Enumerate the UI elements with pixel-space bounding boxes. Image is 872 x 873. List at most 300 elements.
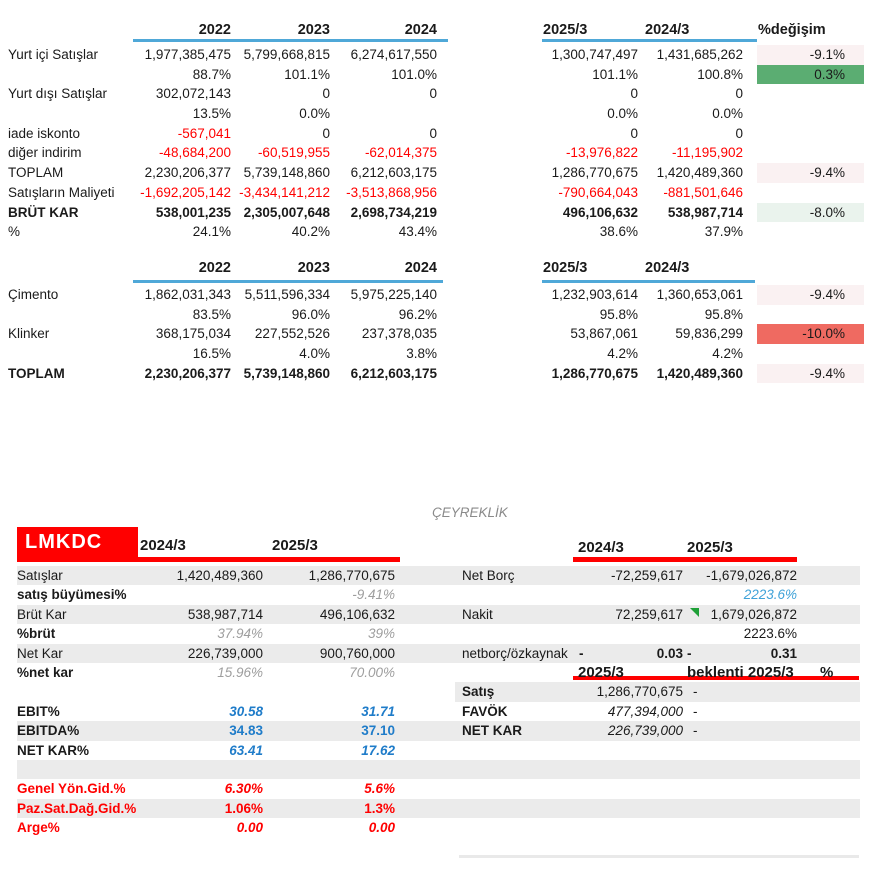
value-cell: 59,836,299 bbox=[675, 326, 743, 342]
value-cell bbox=[140, 682, 263, 701]
row-label: NET KAR% bbox=[17, 742, 90, 758]
value-cell: 37.10 bbox=[361, 723, 395, 739]
value-cell: 1,977,385,475 bbox=[144, 47, 231, 62]
bottom-right-header-2024-3: 2024/3 bbox=[578, 539, 624, 556]
value-cell: 0 bbox=[322, 86, 330, 102]
column-header bbox=[8, 21, 133, 45]
value-cell: 5,511,596,334 bbox=[244, 287, 330, 302]
value-cell: 100.8% bbox=[697, 66, 743, 82]
value-cell: 2,305,007,648 bbox=[243, 204, 330, 220]
row-label: Nakit bbox=[462, 606, 493, 622]
value-cell: 2,698,734,219 bbox=[350, 204, 437, 220]
value-cell: - bbox=[693, 684, 698, 700]
spacer bbox=[448, 305, 542, 325]
value-cell: 95.8% bbox=[599, 306, 638, 322]
spacer bbox=[395, 682, 455, 701]
value-cell: 5,739,148,860 bbox=[243, 165, 330, 181]
spacer bbox=[797, 818, 860, 837]
table-row bbox=[455, 663, 860, 682]
value-cell bbox=[683, 741, 797, 760]
table-row bbox=[8, 222, 864, 242]
table-row bbox=[8, 183, 864, 203]
value-cell: 70.00% bbox=[349, 664, 395, 680]
table-row bbox=[8, 45, 864, 65]
value-cell: 1,286,770,675 bbox=[551, 165, 638, 181]
header-underline-blue-left-1 bbox=[133, 39, 448, 42]
value-cell: -1,692,205,142 bbox=[140, 184, 231, 200]
spacer bbox=[797, 644, 860, 663]
value-cell: -62,014,375 bbox=[364, 145, 437, 161]
value-cell: -60,519,955 bbox=[257, 145, 330, 161]
row-label: Yurt içi Satışlar bbox=[8, 47, 99, 62]
value-cell: - bbox=[693, 703, 698, 719]
value-cell: 0 bbox=[429, 125, 437, 141]
value-cell: 6.30% bbox=[224, 781, 263, 797]
value-cell: 496,106,632 bbox=[319, 606, 395, 622]
table-row bbox=[17, 721, 455, 740]
value-cell: 2223.6% bbox=[743, 587, 797, 603]
table-row bbox=[455, 779, 860, 798]
table-row bbox=[455, 760, 860, 779]
value-cell bbox=[575, 741, 683, 760]
value-cell: 95.8% bbox=[704, 306, 743, 322]
cell-value: 0.03 bbox=[656, 645, 683, 661]
row-label: %brüt bbox=[17, 626, 56, 642]
change-cell: -9.4% bbox=[757, 285, 864, 305]
value-cell: 538,987,714 bbox=[667, 204, 743, 220]
row-label: Satışlar bbox=[17, 568, 63, 583]
table-row bbox=[8, 163, 864, 183]
value-cell: 0 bbox=[735, 86, 743, 102]
value-cell: -48,684,200 bbox=[158, 145, 231, 161]
spacer bbox=[797, 702, 860, 721]
spacer bbox=[448, 104, 542, 124]
spacer bbox=[448, 45, 542, 65]
table-row bbox=[455, 818, 860, 837]
spacer bbox=[395, 721, 455, 740]
row-label: satış büyümesi% bbox=[17, 587, 127, 603]
ticker-badge bbox=[17, 527, 138, 558]
header-underline-blue-left-2 bbox=[133, 280, 443, 283]
value-cell: - bbox=[693, 723, 698, 739]
row-label bbox=[455, 818, 575, 837]
row-label: Genel Yön.Gid.% bbox=[17, 781, 126, 797]
value-cell: 101.1% bbox=[284, 66, 330, 82]
column-header: 2022 bbox=[198, 260, 231, 276]
value-cell bbox=[263, 760, 395, 779]
value-cell bbox=[683, 779, 797, 798]
value-cell: -881,501,646 bbox=[663, 184, 743, 200]
spacer bbox=[797, 605, 860, 624]
table-row bbox=[17, 663, 455, 682]
value-cell: 1,420,489,360 bbox=[656, 365, 743, 381]
value-cell bbox=[683, 644, 797, 663]
row-label bbox=[8, 344, 133, 364]
row-label bbox=[455, 624, 575, 643]
column-header: %değişim bbox=[758, 22, 826, 38]
row-label bbox=[455, 760, 575, 779]
value-cell: 1,232,903,614 bbox=[551, 287, 638, 302]
table-row bbox=[8, 65, 864, 85]
value-cell: 17.62 bbox=[361, 742, 395, 758]
value-cell: 1,286,770,675 bbox=[596, 684, 683, 700]
row-label: Satışların Maliyeti bbox=[8, 184, 115, 200]
row-label bbox=[455, 585, 575, 604]
table-row bbox=[455, 644, 860, 663]
row-label bbox=[17, 760, 140, 779]
row-label bbox=[455, 741, 575, 760]
value-cell: 5,975,225,140 bbox=[350, 287, 437, 302]
spacer bbox=[797, 585, 860, 604]
value-cell: 0 bbox=[630, 125, 638, 141]
change-cell bbox=[757, 104, 864, 124]
change-cell: -9.1% bbox=[757, 45, 864, 65]
value-cell: 37.9% bbox=[704, 224, 743, 240]
value-cell: 4.0% bbox=[299, 346, 330, 362]
table-row bbox=[17, 644, 455, 663]
change-cell bbox=[757, 305, 864, 325]
change-cell bbox=[757, 84, 864, 104]
value-cell: -3,434,141,212 bbox=[239, 184, 330, 200]
spacer bbox=[395, 779, 455, 798]
value-cell bbox=[140, 760, 263, 779]
value-cell: 6,212,603,175 bbox=[350, 365, 437, 381]
value-cell bbox=[263, 682, 395, 701]
bottom-left-header-2025-3: 2025/3 bbox=[272, 537, 318, 554]
table-row bbox=[8, 84, 864, 104]
table-row bbox=[17, 566, 455, 585]
value-cell: 3.8% bbox=[406, 346, 437, 362]
bottom-right-header-2025-3: 2025/3 bbox=[687, 539, 733, 556]
value-cell: 16.5% bbox=[192, 346, 231, 362]
bottom-left-header-2024-3: 2024/3 bbox=[140, 537, 186, 554]
table-row bbox=[17, 741, 455, 760]
value-cell: -1,679,026,872 bbox=[706, 568, 797, 583]
value-cell: 6,274,617,550 bbox=[350, 47, 437, 62]
spacer bbox=[797, 682, 860, 701]
row-label bbox=[8, 305, 133, 325]
spacer bbox=[395, 799, 455, 818]
value-cell: 101.0% bbox=[391, 66, 437, 82]
change-cell: -10.0% bbox=[757, 324, 864, 344]
row-label: BRÜT KAR bbox=[8, 204, 79, 220]
spacer bbox=[395, 585, 455, 604]
change-cell bbox=[757, 344, 864, 364]
value-cell: 227,552,526 bbox=[254, 326, 330, 342]
column-header: 2025/3 bbox=[578, 663, 624, 681]
ticker-label: LMKDC bbox=[25, 531, 103, 553]
column-header: beklenti 2025/3 bbox=[687, 663, 794, 681]
value-cell bbox=[575, 624, 683, 643]
value-cell: 226,739,000 bbox=[607, 723, 683, 739]
value-cell bbox=[575, 779, 683, 798]
change-cell bbox=[757, 222, 864, 242]
spacer bbox=[448, 143, 542, 163]
row-label: %net kar bbox=[17, 664, 74, 680]
spacer bbox=[395, 624, 455, 643]
value-cell: 1,862,031,343 bbox=[144, 287, 231, 302]
value-cell: -790,664,043 bbox=[558, 184, 638, 200]
spacer bbox=[448, 285, 542, 305]
accounting-minus: - bbox=[687, 645, 692, 661]
value-cell: 83.5% bbox=[192, 306, 231, 322]
change-cell bbox=[757, 183, 864, 203]
table-row bbox=[8, 143, 864, 163]
value-cell: 31.71 bbox=[361, 703, 395, 719]
value-cell: 24.1% bbox=[192, 224, 231, 240]
spacer bbox=[448, 364, 542, 384]
table-row bbox=[8, 285, 864, 305]
spacer bbox=[395, 605, 455, 624]
value-cell bbox=[683, 818, 797, 837]
value-cell: 2223.6% bbox=[743, 626, 797, 642]
table-row bbox=[17, 799, 455, 818]
value-cell: -13,976,822 bbox=[565, 145, 638, 161]
table-row bbox=[455, 702, 860, 721]
row-label: TOPLAM bbox=[8, 165, 64, 181]
change-cell bbox=[757, 124, 864, 144]
value-cell: 237,378,035 bbox=[361, 326, 437, 342]
value-cell: 1,286,770,675 bbox=[551, 365, 638, 381]
header-underline-blue-right-2 bbox=[542, 280, 755, 283]
spacer bbox=[395, 566, 455, 585]
spacer bbox=[797, 779, 860, 798]
column-header: 2023 bbox=[297, 260, 330, 276]
value-cell: 0 bbox=[322, 125, 330, 141]
row-label: % bbox=[8, 224, 21, 240]
table-row bbox=[455, 721, 860, 740]
spacer bbox=[395, 702, 455, 721]
value-cell: 53,867,061 bbox=[570, 326, 638, 342]
value-cell: -72,259,617 bbox=[610, 568, 683, 583]
table-row bbox=[8, 364, 864, 384]
value-cell bbox=[140, 585, 263, 604]
spacer bbox=[448, 84, 542, 104]
value-cell: 1,679,026,872 bbox=[710, 606, 797, 622]
spacer bbox=[448, 203, 542, 223]
value-cell: 477,394,000 bbox=[607, 703, 683, 719]
spacer bbox=[797, 741, 860, 760]
table-row bbox=[17, 779, 455, 798]
row-label: TOPLAM bbox=[8, 365, 65, 381]
value-cell: 15.96% bbox=[217, 664, 263, 680]
value-cell: 13.5% bbox=[192, 106, 231, 122]
value-cell: 0 bbox=[735, 125, 743, 141]
column-header: 2025/3 bbox=[543, 260, 588, 276]
comment-flag-icon bbox=[690, 608, 699, 617]
value-cell: -567,041 bbox=[177, 125, 231, 141]
value-cell bbox=[575, 644, 683, 663]
value-cell: 900,760,000 bbox=[319, 645, 395, 661]
value-cell: 6,212,603,175 bbox=[350, 165, 437, 181]
value-cell: 1,420,489,360 bbox=[176, 568, 263, 583]
value-cell bbox=[575, 799, 683, 818]
value-cell: -11,195,902 bbox=[671, 145, 743, 161]
header-underline-red-right-1 bbox=[573, 557, 797, 562]
change-cell: 0.3% bbox=[757, 65, 864, 85]
row-label: Çimento bbox=[8, 287, 59, 302]
spacer bbox=[448, 163, 542, 183]
row-label: Klinker bbox=[8, 326, 50, 342]
spacer bbox=[448, 65, 542, 85]
table-row bbox=[17, 605, 455, 624]
column-header: 2024/3 bbox=[645, 260, 690, 276]
value-cell: 368,175,034 bbox=[155, 326, 231, 342]
value-cell: 2,230,206,377 bbox=[144, 365, 231, 381]
row-label: Net Kar bbox=[17, 645, 63, 661]
spacer bbox=[797, 799, 860, 818]
table-row bbox=[17, 682, 455, 701]
value-cell: 1,300,747,497 bbox=[551, 47, 638, 62]
value-cell: 1.06% bbox=[224, 800, 263, 816]
value-cell: 101.1% bbox=[592, 66, 638, 82]
value-cell: 40.2% bbox=[291, 224, 330, 240]
table-row bbox=[8, 344, 864, 364]
value-cell: -9.41% bbox=[352, 587, 395, 603]
table-row bbox=[455, 566, 860, 585]
value-cell bbox=[683, 760, 797, 779]
value-cell: 43.4% bbox=[398, 224, 437, 240]
column-header: % bbox=[820, 663, 834, 681]
spacer bbox=[448, 344, 542, 364]
quarterly-right-table bbox=[455, 566, 860, 837]
spacer bbox=[797, 760, 860, 779]
header-underline-blue-right-1 bbox=[542, 39, 757, 42]
value-cell: -3,513,868,956 bbox=[346, 184, 437, 200]
row-label bbox=[17, 682, 140, 701]
bottom-rule bbox=[459, 855, 859, 858]
row-label: Satış bbox=[462, 684, 495, 700]
row-label bbox=[8, 104, 133, 124]
spacer bbox=[448, 324, 542, 344]
cell-value: 72,259,617 bbox=[615, 606, 683, 622]
section-title-quarterly: ÇEYREKLİK bbox=[432, 505, 508, 520]
value-cell: 39% bbox=[367, 626, 395, 642]
row-label: diğer indirim bbox=[8, 145, 82, 161]
value-cell: 1,431,685,262 bbox=[656, 47, 743, 62]
row-label: Yurt dışı Satışlar bbox=[8, 86, 108, 102]
row-label: NET KAR bbox=[462, 723, 522, 739]
value-cell: 5,799,668,815 bbox=[243, 47, 330, 62]
yearly-sales-table bbox=[8, 21, 864, 242]
change-cell: -9.4% bbox=[757, 364, 864, 384]
column-header bbox=[757, 259, 864, 285]
value-cell bbox=[575, 585, 683, 604]
value-cell: 0 bbox=[630, 86, 638, 102]
row-label bbox=[8, 65, 133, 85]
spacer bbox=[395, 741, 455, 760]
value-cell: 96.0% bbox=[291, 306, 330, 322]
table-row bbox=[455, 799, 860, 818]
change-cell: -8.0% bbox=[757, 203, 864, 223]
spacer bbox=[395, 644, 455, 663]
value-cell bbox=[575, 605, 683, 624]
value-cell: 1.3% bbox=[364, 800, 395, 816]
column-header: 2024/3 bbox=[645, 22, 690, 38]
value-cell bbox=[575, 760, 683, 779]
spacer bbox=[797, 624, 860, 643]
table-row bbox=[8, 104, 864, 124]
table-row bbox=[455, 585, 860, 604]
value-cell: 0.00 bbox=[368, 820, 395, 836]
table-row bbox=[17, 624, 455, 643]
spacer bbox=[395, 663, 455, 682]
value-cell: 0.0% bbox=[712, 106, 743, 122]
change-cell: -9.4% bbox=[757, 163, 864, 183]
value-cell: 5.6% bbox=[364, 781, 395, 797]
table-row bbox=[17, 585, 455, 604]
table-row bbox=[8, 324, 864, 344]
table-row bbox=[455, 605, 860, 624]
spacer bbox=[448, 222, 542, 242]
value-cell: 496,106,632 bbox=[562, 204, 638, 220]
row-label: Net Borç bbox=[462, 568, 515, 583]
column-header: 2023 bbox=[297, 22, 330, 38]
table-row bbox=[17, 818, 455, 837]
spacer bbox=[797, 566, 860, 585]
value-cell: 38.6% bbox=[599, 224, 638, 240]
value-cell: 2,230,206,377 bbox=[144, 165, 231, 181]
spacer bbox=[395, 818, 455, 837]
spacer bbox=[395, 760, 455, 779]
column-header bbox=[8, 259, 133, 285]
table-row bbox=[455, 741, 860, 760]
spacer bbox=[448, 183, 542, 203]
spacer bbox=[448, 259, 542, 285]
value-cell: 0.0% bbox=[607, 106, 638, 122]
value-cell: 5,739,148,860 bbox=[243, 365, 330, 381]
value-cell: 538,987,714 bbox=[187, 606, 263, 622]
row-label bbox=[455, 799, 575, 818]
table-row bbox=[8, 203, 864, 223]
value-cell: 34.83 bbox=[229, 723, 263, 739]
value-cell: 88.7% bbox=[192, 66, 231, 82]
column-header: 2024 bbox=[404, 22, 437, 38]
column-header: 2024 bbox=[404, 260, 437, 276]
change-cell bbox=[757, 143, 864, 163]
spacer bbox=[797, 721, 860, 740]
value-cell bbox=[330, 104, 448, 124]
value-cell: 302,072,143 bbox=[155, 86, 231, 102]
value-cell: 96.2% bbox=[398, 306, 437, 322]
row-label: EBITDA% bbox=[17, 723, 80, 739]
row-label: EBIT% bbox=[17, 703, 60, 719]
column-header bbox=[455, 663, 575, 682]
value-cell: 0.0% bbox=[299, 106, 330, 122]
row-label: Brüt Kar bbox=[17, 606, 67, 622]
row-label: FAVÖK bbox=[462, 703, 508, 719]
row-label bbox=[455, 779, 575, 798]
cell-value: 0.31 bbox=[770, 645, 797, 661]
table-row bbox=[8, 124, 864, 144]
value-cell bbox=[575, 818, 683, 837]
row-label: Paz.Sat.Dağ.Gid.% bbox=[17, 800, 137, 816]
table-row bbox=[17, 760, 455, 779]
value-cell: 0 bbox=[429, 86, 437, 102]
value-cell: 37.94% bbox=[217, 626, 263, 642]
value-cell: 1,420,489,360 bbox=[656, 165, 743, 181]
row-label: netborç/özkaynak bbox=[462, 645, 568, 661]
value-cell: 0.00 bbox=[236, 820, 263, 836]
table-row bbox=[455, 682, 860, 701]
value-cell: 1,286,770,675 bbox=[308, 568, 395, 583]
table-row bbox=[455, 624, 860, 643]
value-cell: 4.2% bbox=[607, 346, 638, 362]
row-label: Arge% bbox=[17, 820, 60, 836]
quarterly-left-table bbox=[17, 566, 455, 837]
value-cell: 30.58 bbox=[229, 703, 263, 719]
value-cell: 1,360,653,061 bbox=[656, 287, 743, 302]
